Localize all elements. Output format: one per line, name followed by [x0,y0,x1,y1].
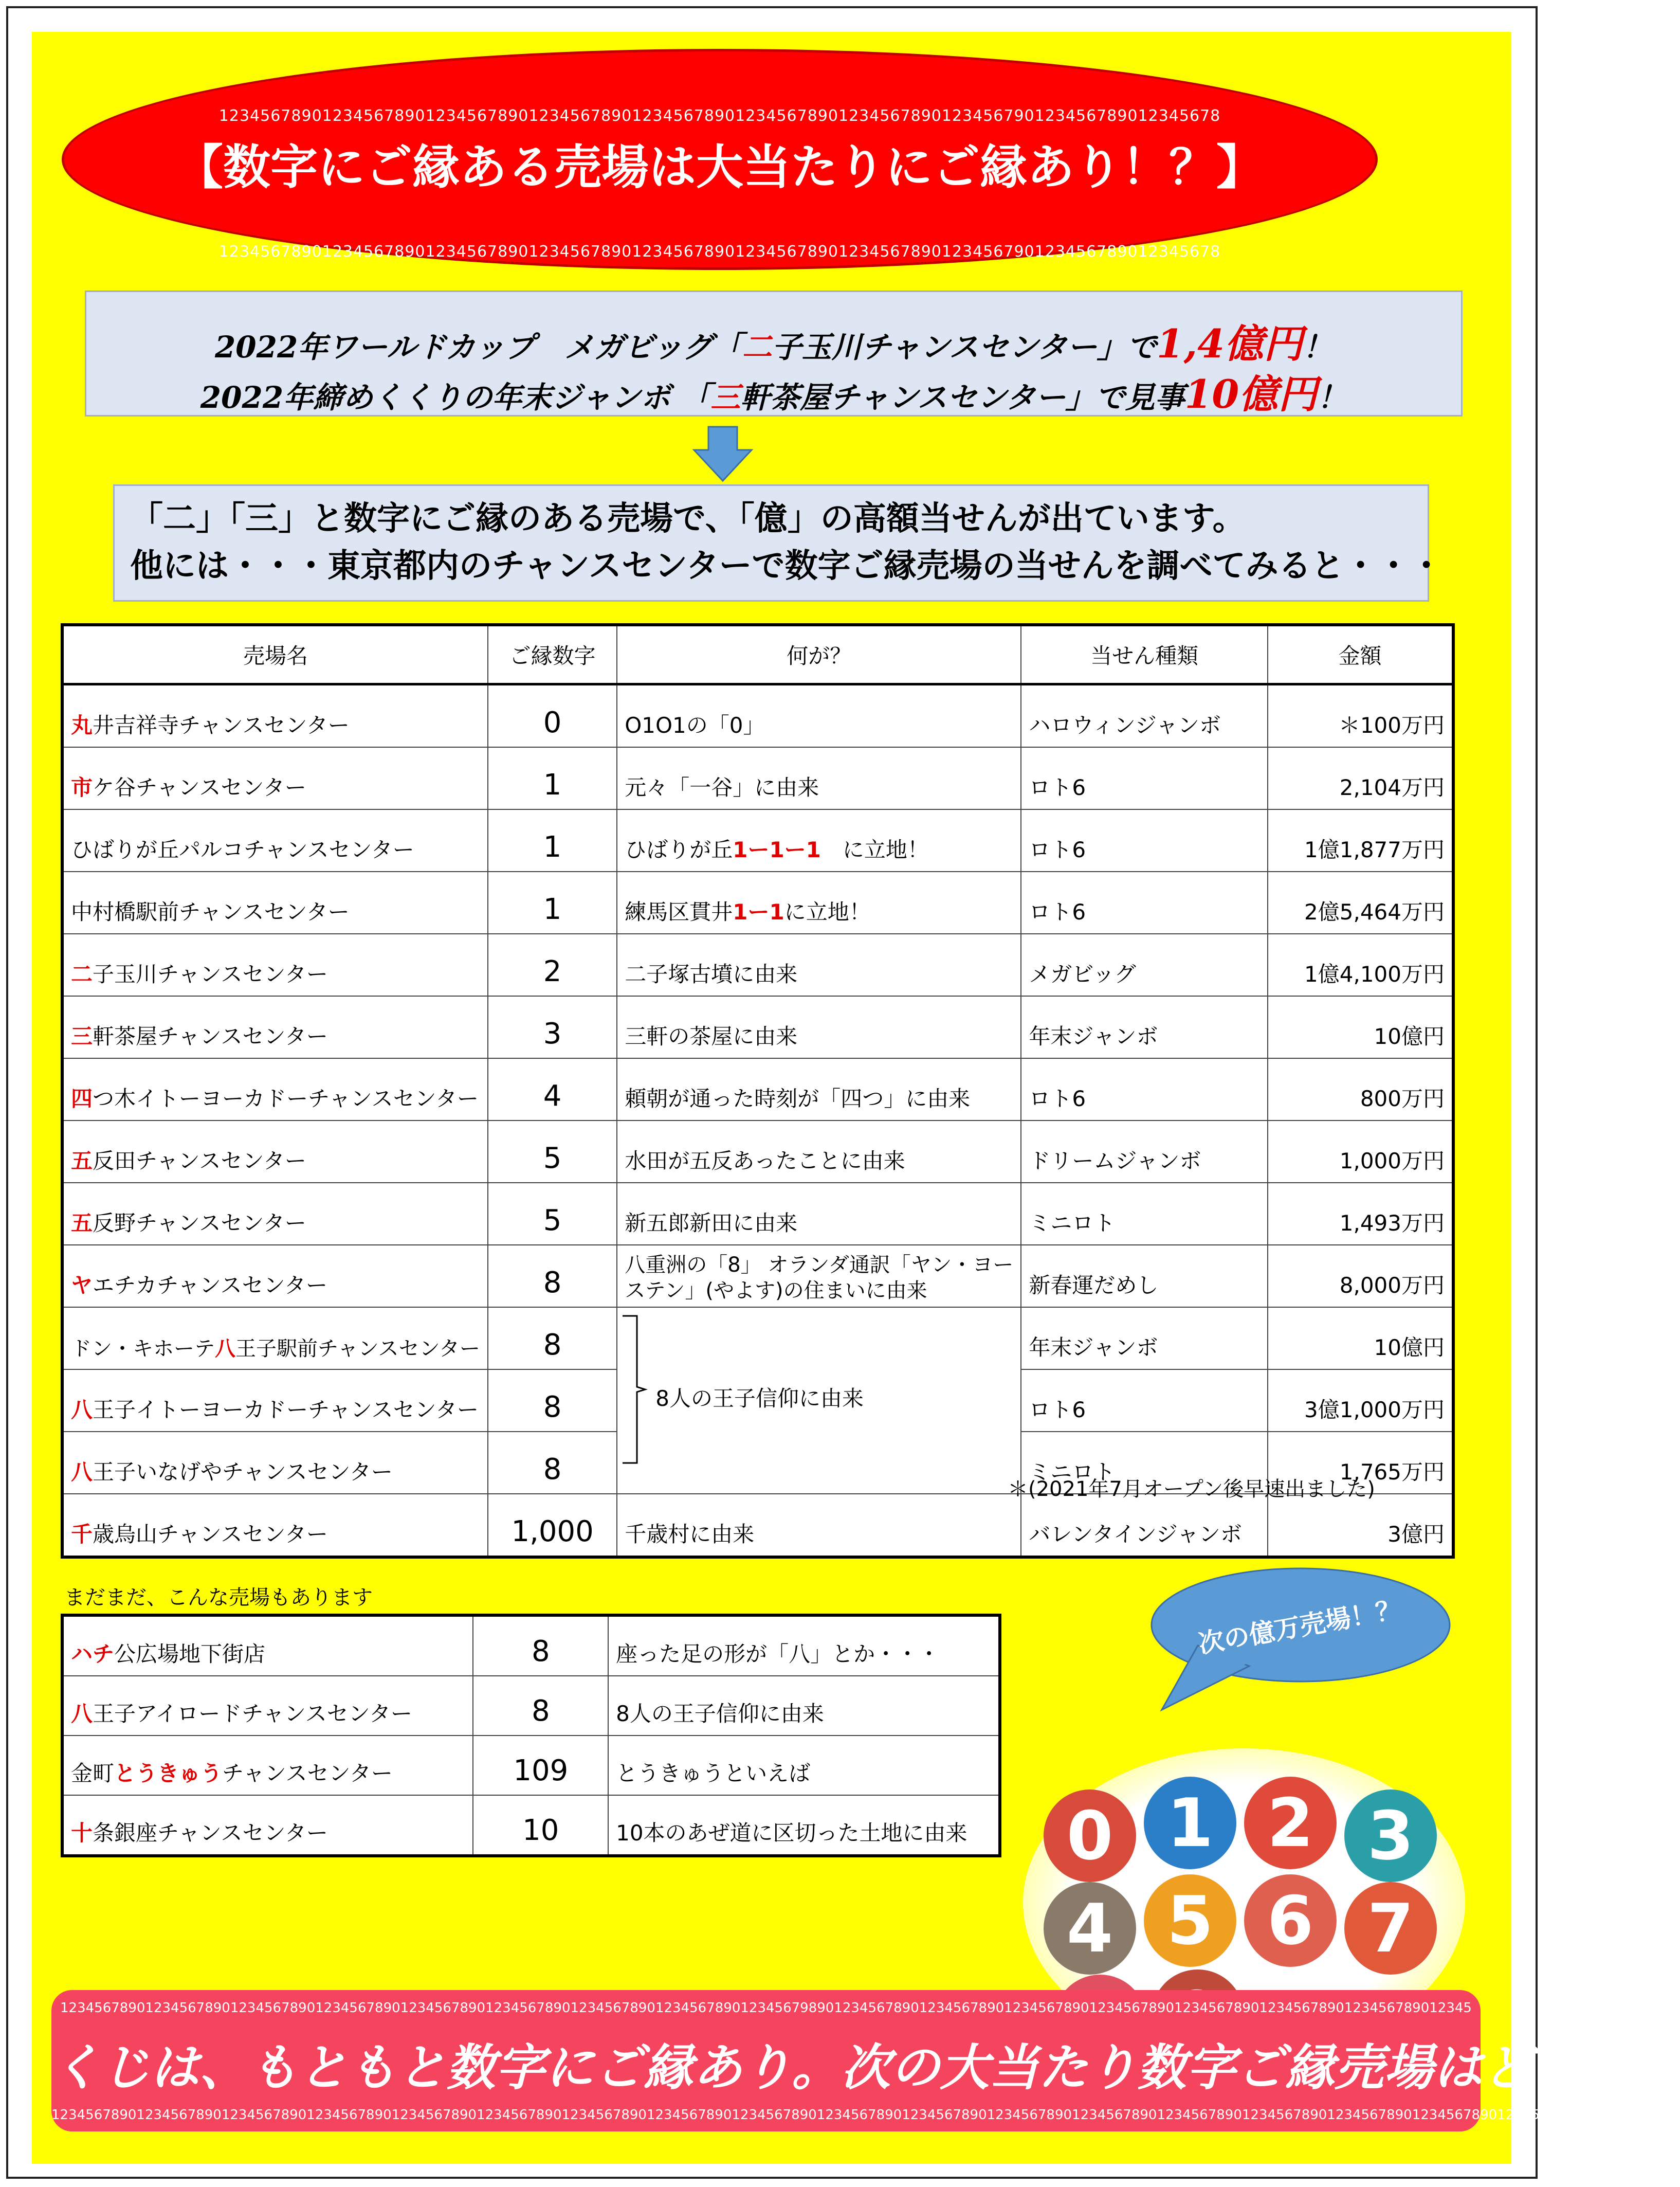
table-row [62,934,1453,996]
shop-name-rest: 王子イトーヨーカドーチャンスセンター [93,1397,479,1422]
shop-amount: 2,104万円 [1268,747,1453,809]
shop-reason [617,1245,1021,1307]
shop-reason [617,872,1021,934]
shop-number: 8 [488,1245,617,1307]
table-row [62,1736,1000,1795]
shop-reason: 10本のあぜ道に区切った土地に由来 [608,1795,1000,1856]
shop-type: ロト6 [1021,809,1268,872]
shop-amount: 1億1,877万円 [1268,809,1453,872]
shop-name-pre: 金町 [71,1761,115,1786]
shop-name-pre: ドン・キホーテ [71,1337,215,1361]
table-row [62,1676,1000,1736]
headline-oval [62,49,1378,270]
shop-number: 2 [488,934,617,996]
shop-type: 年末ジャンボ [1021,1307,1268,1369]
shop-name [62,1615,473,1676]
shop-number: 8 [488,1432,617,1494]
shop-name [62,1494,488,1557]
shop-reason: 水田が五反あったことに由来 [617,1120,1021,1183]
shop-name-first: 三 [71,1024,93,1049]
shop-number: 5 [488,1183,617,1245]
shop-amount: 3億円 [1268,1494,1453,1557]
shop-number: 5 [488,1120,617,1183]
shop-name [62,934,488,996]
shop-name [62,1058,488,1120]
shop-amount: 800万円 [1268,1058,1453,1120]
shop-name-rest: エチカチャンスセンター [93,1273,327,1298]
shop-name-first: 五 [71,1148,93,1173]
intro-line-1: 「二」「三」と数字にご縁のある売場で、「億」の高額当せんが出ています。 [130,500,1246,537]
shop-name [62,1432,488,1494]
news-line2-red: 三 [710,380,741,415]
table-row [62,872,1453,934]
shop-number: 8 [473,1615,608,1676]
table-row [62,747,1453,809]
more-shops-table [61,1614,1001,1857]
shop-type: ハロウィンジャンボ [1021,684,1268,748]
table-row [62,1120,1453,1183]
shop-name-first: 丸 [71,713,93,738]
shop-name-rest: 反野チャンスセンター [93,1210,306,1236]
table-row [62,684,1453,748]
shop-reason-text: 練馬区貫井 [625,899,733,925]
news-box [85,291,1463,417]
header-shop: 売場名 [62,625,488,684]
shop-name-rest: 反田チャンスセンター [93,1148,306,1173]
header-amount: 金額 [1268,625,1453,684]
shop-number: 0 [488,684,617,748]
shop-name: 中村橋駅前チャンスセンター [62,872,488,934]
news-line-1 [86,313,1461,369]
footer-digits-bottom: 12345678901234567890123456789012345678901234567890123456789012345678901234567890123456789012345678901234567890123456789012345678901234567890123456789012345678901234567890123456 [51,2107,1548,2123]
news-line2-text-b: 軒茶屋チャンスセンター」で見事 [740,380,1185,415]
shop-reason-text-b: に立地！ [842,837,929,862]
shop-reason: 8人の王子信仰に由来 [608,1676,1000,1736]
shop-type: 年末ジャンボ [1021,996,1268,1058]
number-ball-7: 7 [1344,1882,1437,1975]
headline-title: 【数字にご縁ある売場は大当たりにご縁あり！？】 [175,140,1264,195]
shop-reason-line-1: 八重洲の「8」 オランダ通訳「ヤン・ヨー [625,1253,1014,1277]
shop-reason: 千歳村に由来 [617,1494,1021,1557]
shop-name-first: 八 [215,1337,235,1361]
shop-type: ロト6 [1021,1058,1268,1120]
shop-name [62,1736,473,1795]
shop-amount: 1,000万円 [1268,1120,1453,1183]
shop-name-first: 市 [71,775,93,800]
shop-amount: ＊100万円 [1268,684,1453,748]
shop-type: メガビッグ [1021,934,1268,996]
down-arrow-icon [694,427,752,481]
bracket-icon [622,1315,646,1464]
shop-number: 1 [488,872,617,934]
shop-name-first: 二 [71,962,93,987]
intro-line-2: 他には・・・東京都内のチャンスセンターで数字ご縁売場の当せんを調べてみると・・・ [130,548,1443,584]
shop-name-rest: 軒茶屋チャンスセンター [93,1024,328,1049]
header-number: ご縁数字 [488,625,617,684]
table-row [62,1307,1453,1369]
shop-reason-text: ひばりが丘 [625,837,733,862]
shop-reason-line-2: ステン」(やよす)の住まいに由来 [625,1279,927,1303]
footer-banner [51,1990,1680,2131]
footer-message: くじは、もともと数字にご縁あり。次の大当たり数字ご縁売場はどこに！ [51,2038,1680,2096]
table-row [62,1245,1453,1307]
news-line2-end: ！ [1317,380,1347,415]
shop-type: バレンタインジャンボ [1021,1494,1268,1557]
table-row [62,1494,1453,1557]
table-header-row [62,625,1453,684]
shop-name-first: 千 [71,1522,93,1547]
table-row [62,996,1453,1058]
shop-name-red: とうきゅう [114,1761,223,1786]
news-line1-red: 二 [742,330,772,365]
speech-bubble [1116,1556,1455,1725]
shop-type: ミニロト [1021,1432,1268,1494]
shop-reason: 頼朝が通った時刻が「四つ」に由来 [617,1058,1021,1120]
shop-number: 8 [488,1369,617,1432]
shop-number: 109 [473,1736,608,1795]
header-reason: 何が？ [617,625,1021,684]
table-row [62,1183,1453,1245]
shop-name-first: 五 [71,1210,93,1236]
shop-name-first: ヤ [71,1273,93,1298]
shop-type: ロト6 [1021,872,1268,934]
number-ball-4: 4 [1044,1882,1136,1975]
number-ball-0: 0 [1044,1790,1136,1882]
shop-reason-red: 1ー1ー1 [733,837,821,862]
number-ball-3: 3 [1344,1790,1437,1882]
shop-type: 新春運だめし [1021,1245,1268,1307]
more-shops-title: まだまだ、こんな売場もあります [64,1586,373,1610]
shop-amount: 1,765万円 [1268,1432,1453,1494]
shop-type: ロト6 [1021,1369,1268,1432]
shop-number: 1,000 [488,1494,617,1557]
shop-number: 8 [473,1676,608,1736]
shop-number: 10 [473,1795,608,1856]
news-line2-amount: 10億円 [1184,371,1318,417]
shop-name [62,1307,488,1369]
shop-reason: O1O1の「0」 [617,684,1021,748]
shop-number: 4 [488,1058,617,1120]
shop-type: ミニロト [1021,1183,1268,1245]
shop-number: 8 [488,1307,617,1369]
shop-amount: 10億円 [1268,996,1453,1058]
shop-name [62,1795,473,1856]
shop-amount: 2億5,464万円 [1268,872,1453,934]
bubble-text: 次の億万売場！？ [1196,1594,1404,1659]
shop-reason: とうきゅうといえば [608,1736,1000,1795]
shop-name-first: 八 [71,1459,93,1485]
shop-name [62,684,488,748]
table-row [62,809,1453,872]
shop-type: ロト6 [1021,747,1268,809]
shop-name-rest: ケ谷チャンスセンター [93,775,306,800]
shop-amount: 10億円 [1268,1307,1453,1369]
digits-strip-top: 1234567890123456789012345678901234567890123456789012345678901234567890123456790123456789012345678 [218,107,1221,125]
number-ball-5: 5 [1144,1874,1236,1967]
shop-name-rest: つ木イトーヨーカドーチャンスセンター [93,1086,479,1111]
table-row [62,1615,1000,1676]
shop-name-rest: 井吉祥寺チャンスセンター [93,713,350,738]
shop-name [62,747,488,809]
shop-name [62,1245,488,1307]
shop-name-rest: チャンスセンター [222,1761,393,1786]
news-line1-text-b: 子玉川チャンスセンター」で [772,330,1157,365]
shop-reason: 元々「一谷」に由来 [617,747,1021,809]
shop-name-rest: 歳烏山チャンスセンター [93,1522,328,1547]
shop-name-rest: 王子いなげやチャンスセンター [93,1459,393,1485]
shop-reason: 新五郎新田に由来 [617,1183,1021,1245]
number-ball-2: 2 [1244,1777,1337,1869]
shop-name-first: 四 [71,1086,93,1111]
shop-number: 3 [488,996,617,1058]
news-line-2 [86,363,1461,419]
shop-number: 1 [488,809,617,872]
shop-reason: 座った足の形が「八」とか・・・ [608,1615,1000,1676]
shop-name-rest: 王子駅前チャンスセンター [235,1337,480,1361]
shop-type: ドリームジャンボ [1021,1120,1268,1183]
shop-name [62,1120,488,1183]
shop-name-rest: 子玉川チャンスセンター [93,962,328,987]
shop-name-red: 八 [71,1701,93,1726]
footer-digits-top: 1234567890123456789012345678901234567890123456789012345678901234567890123456789012345679890123456789012345678901234567890123456789012345678901234567890123456789012345 [60,2000,1472,2016]
shop-reason-merged [617,1307,1021,1494]
news-line1-end: ！ [1303,330,1333,365]
table-row [62,1058,1453,1120]
shop-number: 1 [488,747,617,809]
shop-name-red: 十 [71,1820,93,1846]
news-line1-text: 2022年ワールドカップ メガビッグ「 [214,330,742,365]
shop-reason: 二子塚古墳に由来 [617,934,1021,996]
shop-reason [617,809,1021,872]
shop-reason-text-b: に立地！ [784,899,871,925]
shop-amount: 8,000万円 [1268,1245,1453,1307]
shop-reason-red: 1ー1 [733,899,784,925]
footnote: ＊(2021年7月オープン後早速出ました) [1008,1477,1375,1501]
shops-table [61,623,1455,1559]
shop-name [62,1183,488,1245]
shop-name-rest: 条銀座チャンスセンター [93,1820,328,1846]
shop-reason: 三軒の茶屋に由来 [617,996,1021,1058]
digits-strip-bottom: 1234567890123456789012345678901234567890123456789012345678901234567890123456790123456789012345678 [218,243,1221,261]
shop-amount: 1,493万円 [1268,1183,1453,1245]
shop-name [62,996,488,1058]
shop-name-rest: 公広場地下街店 [114,1641,266,1667]
intro-box [113,484,1443,602]
header-type: 当せん種類 [1021,625,1268,684]
shop-name-red: ハチ [71,1641,115,1667]
number-ball-1: 1 [1144,1777,1236,1869]
number-ball-6: 6 [1244,1874,1337,1967]
table-row [62,1795,1000,1856]
shop-name-rest: 王子アイロードチャンスセンター [93,1701,413,1726]
shop-name-first: 八 [71,1397,93,1422]
shop-name [62,1676,473,1736]
news-line2-text: 2022年締めくくりの年末ジャンボ 「 [200,380,711,415]
shop-name: ひばりが丘パルコチャンスセンター [62,809,488,872]
shop-amount: 1億4,100万円 [1268,934,1453,996]
shop-reason: 8人の王子信仰に由来 [655,1385,864,1411]
shop-amount: 3億1,000万円 [1268,1369,1453,1432]
news-line1-amount: 1,4億円 [1156,321,1303,367]
shop-name [62,1369,488,1432]
